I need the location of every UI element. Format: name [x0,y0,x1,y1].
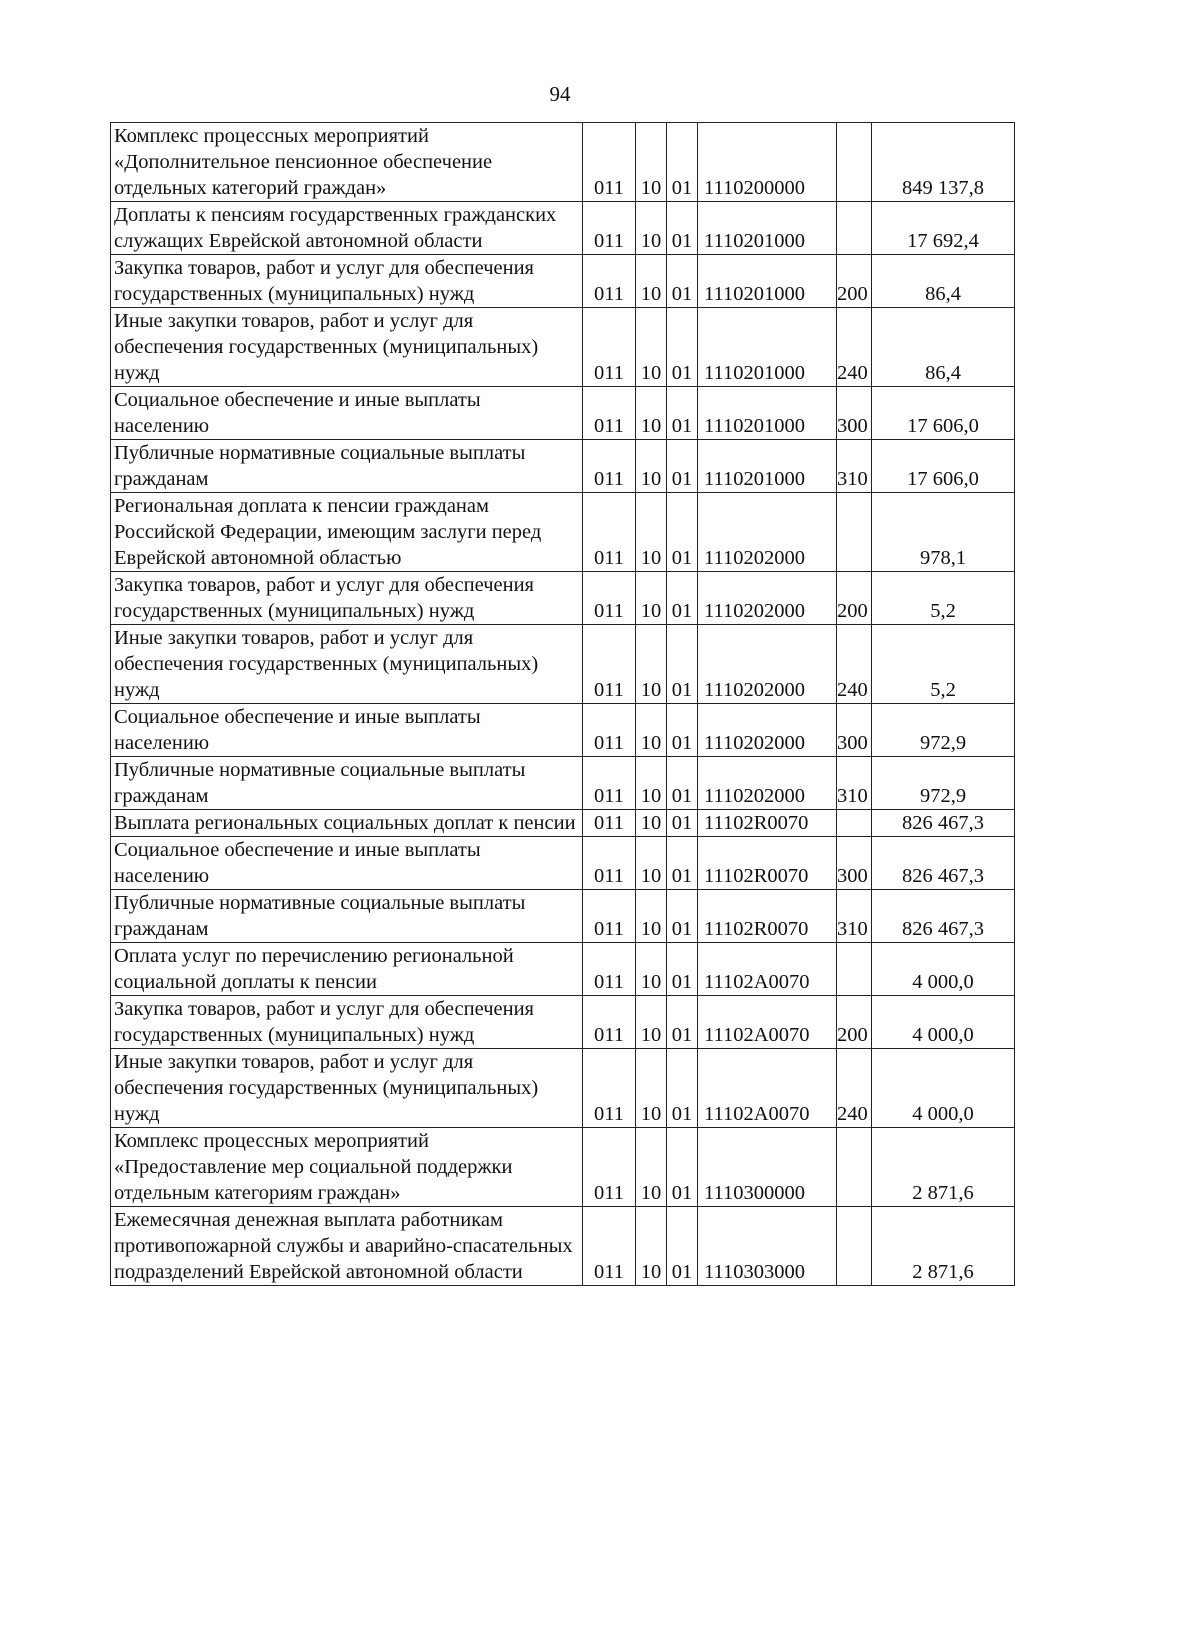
row-subsection-code: 01 [667,1207,698,1286]
table-row [111,572,1015,625]
row-expense-type: 300 [837,704,872,757]
row-subsection-code: 01 [667,943,698,996]
row-subsection-code: 01 [667,996,698,1049]
table-row [111,704,1015,757]
page-number: 94 [549,82,571,106]
row-section-code: 10 [636,837,667,890]
row-section-code: 10 [636,996,667,1049]
row-name: Иные закупки товаров, работ и услуг для обеспечения государственных (муниципальных) нужд [111,625,583,704]
row-amount: 86,4 [872,255,1015,308]
row-expense-type: 310 [837,890,872,943]
row-expense-type: 200 [837,996,872,1049]
row-amount: 826 467,3 [872,837,1015,890]
row-name: Закупка товаров, работ и услуг для обеспечения государственных (муниципальных) нужд [111,996,583,1049]
row-name: Комплекс процессных мероприятий «Предоставление мер социальной поддержки отдельным категориям граждан» [111,1128,583,1207]
row-target-article: 1110201000 [698,202,837,255]
row-section-code: 10 [636,625,667,704]
row-subsection-code: 01 [667,308,698,387]
row-section-code: 10 [636,308,667,387]
row-amount: 4 000,0 [872,943,1015,996]
row-section-code: 10 [636,572,667,625]
row-expense-type: 310 [837,440,872,493]
row-subsection-code: 01 [667,572,698,625]
row-subsection-code: 01 [667,493,698,572]
table-row [111,890,1015,943]
row-section-code: 10 [636,440,667,493]
row-target-article: 11102A0070 [698,996,837,1049]
row-grbs-code: 011 [583,387,636,440]
row-subsection-code: 01 [667,890,698,943]
row-amount: 849 137,8 [872,123,1015,202]
row-amount: 86,4 [872,308,1015,387]
row-name: Доплаты к пенсиям государственных гражданских служащих Еврейской автономной области [111,202,583,255]
row-name: Оплата услуг по перечислению региональной социальной доплаты к пенсии [111,943,583,996]
row-amount: 5,2 [872,572,1015,625]
row-section-code: 10 [636,810,667,837]
row-amount: 2 871,6 [872,1128,1015,1207]
row-expense-type: 200 [837,572,872,625]
row-target-article: 1110202000 [698,493,837,572]
row-expense-type: 200 [837,255,872,308]
row-name: Выплата региональных социальных доплат к пенсии [111,810,583,837]
table-row [111,308,1015,387]
row-grbs-code: 011 [583,810,636,837]
row-expense-type [837,123,872,202]
row-amount: 826 467,3 [872,890,1015,943]
row-grbs-code: 011 [583,255,636,308]
row-amount: 972,9 [872,704,1015,757]
row-subsection-code: 01 [667,837,698,890]
row-expense-type [837,1207,872,1286]
row-amount: 17 606,0 [872,440,1015,493]
row-subsection-code: 01 [667,757,698,810]
row-target-article: 11102R0070 [698,837,837,890]
row-section-code: 10 [636,202,667,255]
row-section-code: 10 [636,943,667,996]
row-target-article: 1110200000 [698,123,837,202]
table-row [111,123,1015,202]
row-name: Публичные нормативные социальные выплаты гражданам [111,757,583,810]
row-section-code: 10 [636,387,667,440]
row-name: Публичные нормативные социальные выплаты гражданам [111,440,583,493]
row-grbs-code: 011 [583,704,636,757]
row-name: Закупка товаров, работ и услуг для обеспечения государственных (муниципальных) нужд [111,572,583,625]
row-target-article: 1110201000 [698,387,837,440]
row-expense-type: 310 [837,757,872,810]
row-subsection-code: 01 [667,440,698,493]
table-row [111,837,1015,890]
row-name: Социальное обеспечение и иные выплаты населению [111,387,583,440]
row-subsection-code: 01 [667,1049,698,1128]
row-expense-type [837,202,872,255]
row-section-code: 10 [636,704,667,757]
row-target-article: 1110202000 [698,625,837,704]
row-name: Публичные нормативные социальные выплаты гражданам [111,890,583,943]
row-amount: 972,9 [872,757,1015,810]
row-grbs-code: 011 [583,1049,636,1128]
row-grbs-code: 011 [583,1207,636,1286]
row-grbs-code: 011 [583,757,636,810]
table-row [111,493,1015,572]
row-target-article: 11102A0070 [698,1049,837,1128]
row-subsection-code: 01 [667,704,698,757]
row-expense-type: 240 [837,625,872,704]
row-amount: 17 692,4 [872,202,1015,255]
table-row [111,757,1015,810]
table-row [111,440,1015,493]
table-row [111,943,1015,996]
row-subsection-code: 01 [667,810,698,837]
row-amount: 4 000,0 [872,1049,1015,1128]
row-section-code: 10 [636,255,667,308]
row-target-article: 1110201000 [698,440,837,493]
row-section-code: 10 [636,493,667,572]
row-target-article: 1110300000 [698,1128,837,1207]
row-expense-type [837,493,872,572]
row-grbs-code: 011 [583,943,636,996]
table-row [111,1128,1015,1207]
row-grbs-code: 011 [583,837,636,890]
row-expense-type: 300 [837,837,872,890]
row-name: Ежемесячная денежная выплата работникам противопожарной службы и аварийно-спасательных подразделений Еврейской автономной области [111,1207,583,1286]
row-amount: 826 467,3 [872,810,1015,837]
row-name: Закупка товаров, работ и услуг для обеспечения государственных (муниципальных) нужд [111,255,583,308]
row-name: Социальное обеспечение и иные выплаты населению [111,704,583,757]
row-target-article: 1110202000 [698,704,837,757]
budget-table [110,122,1015,1286]
table-row [111,996,1015,1049]
table-row [111,810,1015,837]
row-subsection-code: 01 [667,1128,698,1207]
row-expense-type: 240 [837,1049,872,1128]
row-name: Комплекс процессных мероприятий «Дополнительное пенсионное обеспечение отдельных категорий граждан» [111,123,583,202]
row-grbs-code: 011 [583,625,636,704]
row-target-article: 1110202000 [698,757,837,810]
row-subsection-code: 01 [667,387,698,440]
row-amount: 4 000,0 [872,996,1015,1049]
table-row [111,202,1015,255]
row-grbs-code: 011 [583,202,636,255]
table-row [111,255,1015,308]
table-row [111,1049,1015,1128]
row-grbs-code: 011 [583,123,636,202]
row-grbs-code: 011 [583,1128,636,1207]
row-amount: 17 606,0 [872,387,1015,440]
row-target-article: 11102A0070 [698,943,837,996]
row-target-article: 1110202000 [698,572,837,625]
row-section-code: 10 [636,123,667,202]
row-expense-type [837,1128,872,1207]
row-name: Иные закупки товаров, работ и услуг для обеспечения государственных (муниципальных) нужд [111,1049,583,1128]
row-section-code: 10 [636,1049,667,1128]
row-grbs-code: 011 [583,996,636,1049]
row-target-article: 11102R0070 [698,810,837,837]
row-target-article: 1110201000 [698,308,837,387]
row-grbs-code: 011 [583,440,636,493]
row-amount: 5,2 [872,625,1015,704]
row-target-article: 1110201000 [698,255,837,308]
row-expense-type [837,810,872,837]
row-expense-type: 240 [837,308,872,387]
row-amount: 2 871,6 [872,1207,1015,1286]
row-subsection-code: 01 [667,123,698,202]
row-name: Иные закупки товаров, работ и услуг для обеспечения государственных (муниципальных) нужд [111,308,583,387]
budget-table-body [111,123,1015,1286]
row-subsection-code: 01 [667,202,698,255]
row-target-article: 11102R0070 [698,890,837,943]
row-subsection-code: 01 [667,255,698,308]
table-row [111,1207,1015,1286]
row-name: Социальное обеспечение и иные выплаты населению [111,837,583,890]
row-grbs-code: 011 [583,572,636,625]
row-section-code: 10 [636,1128,667,1207]
row-section-code: 10 [636,1207,667,1286]
row-amount: 978,1 [872,493,1015,572]
row-section-code: 10 [636,890,667,943]
row-name: Региональная доплата к пенсии гражданам Российской Федерации, имеющим заслуги перед Еврейской автономной областью [111,493,583,572]
row-grbs-code: 011 [583,308,636,387]
table-row [111,625,1015,704]
row-expense-type: 300 [837,387,872,440]
table-row [111,387,1015,440]
row-grbs-code: 011 [583,493,636,572]
row-expense-type [837,943,872,996]
row-grbs-code: 011 [583,890,636,943]
row-section-code: 10 [636,757,667,810]
row-target-article: 1110303000 [698,1207,837,1286]
row-subsection-code: 01 [667,625,698,704]
